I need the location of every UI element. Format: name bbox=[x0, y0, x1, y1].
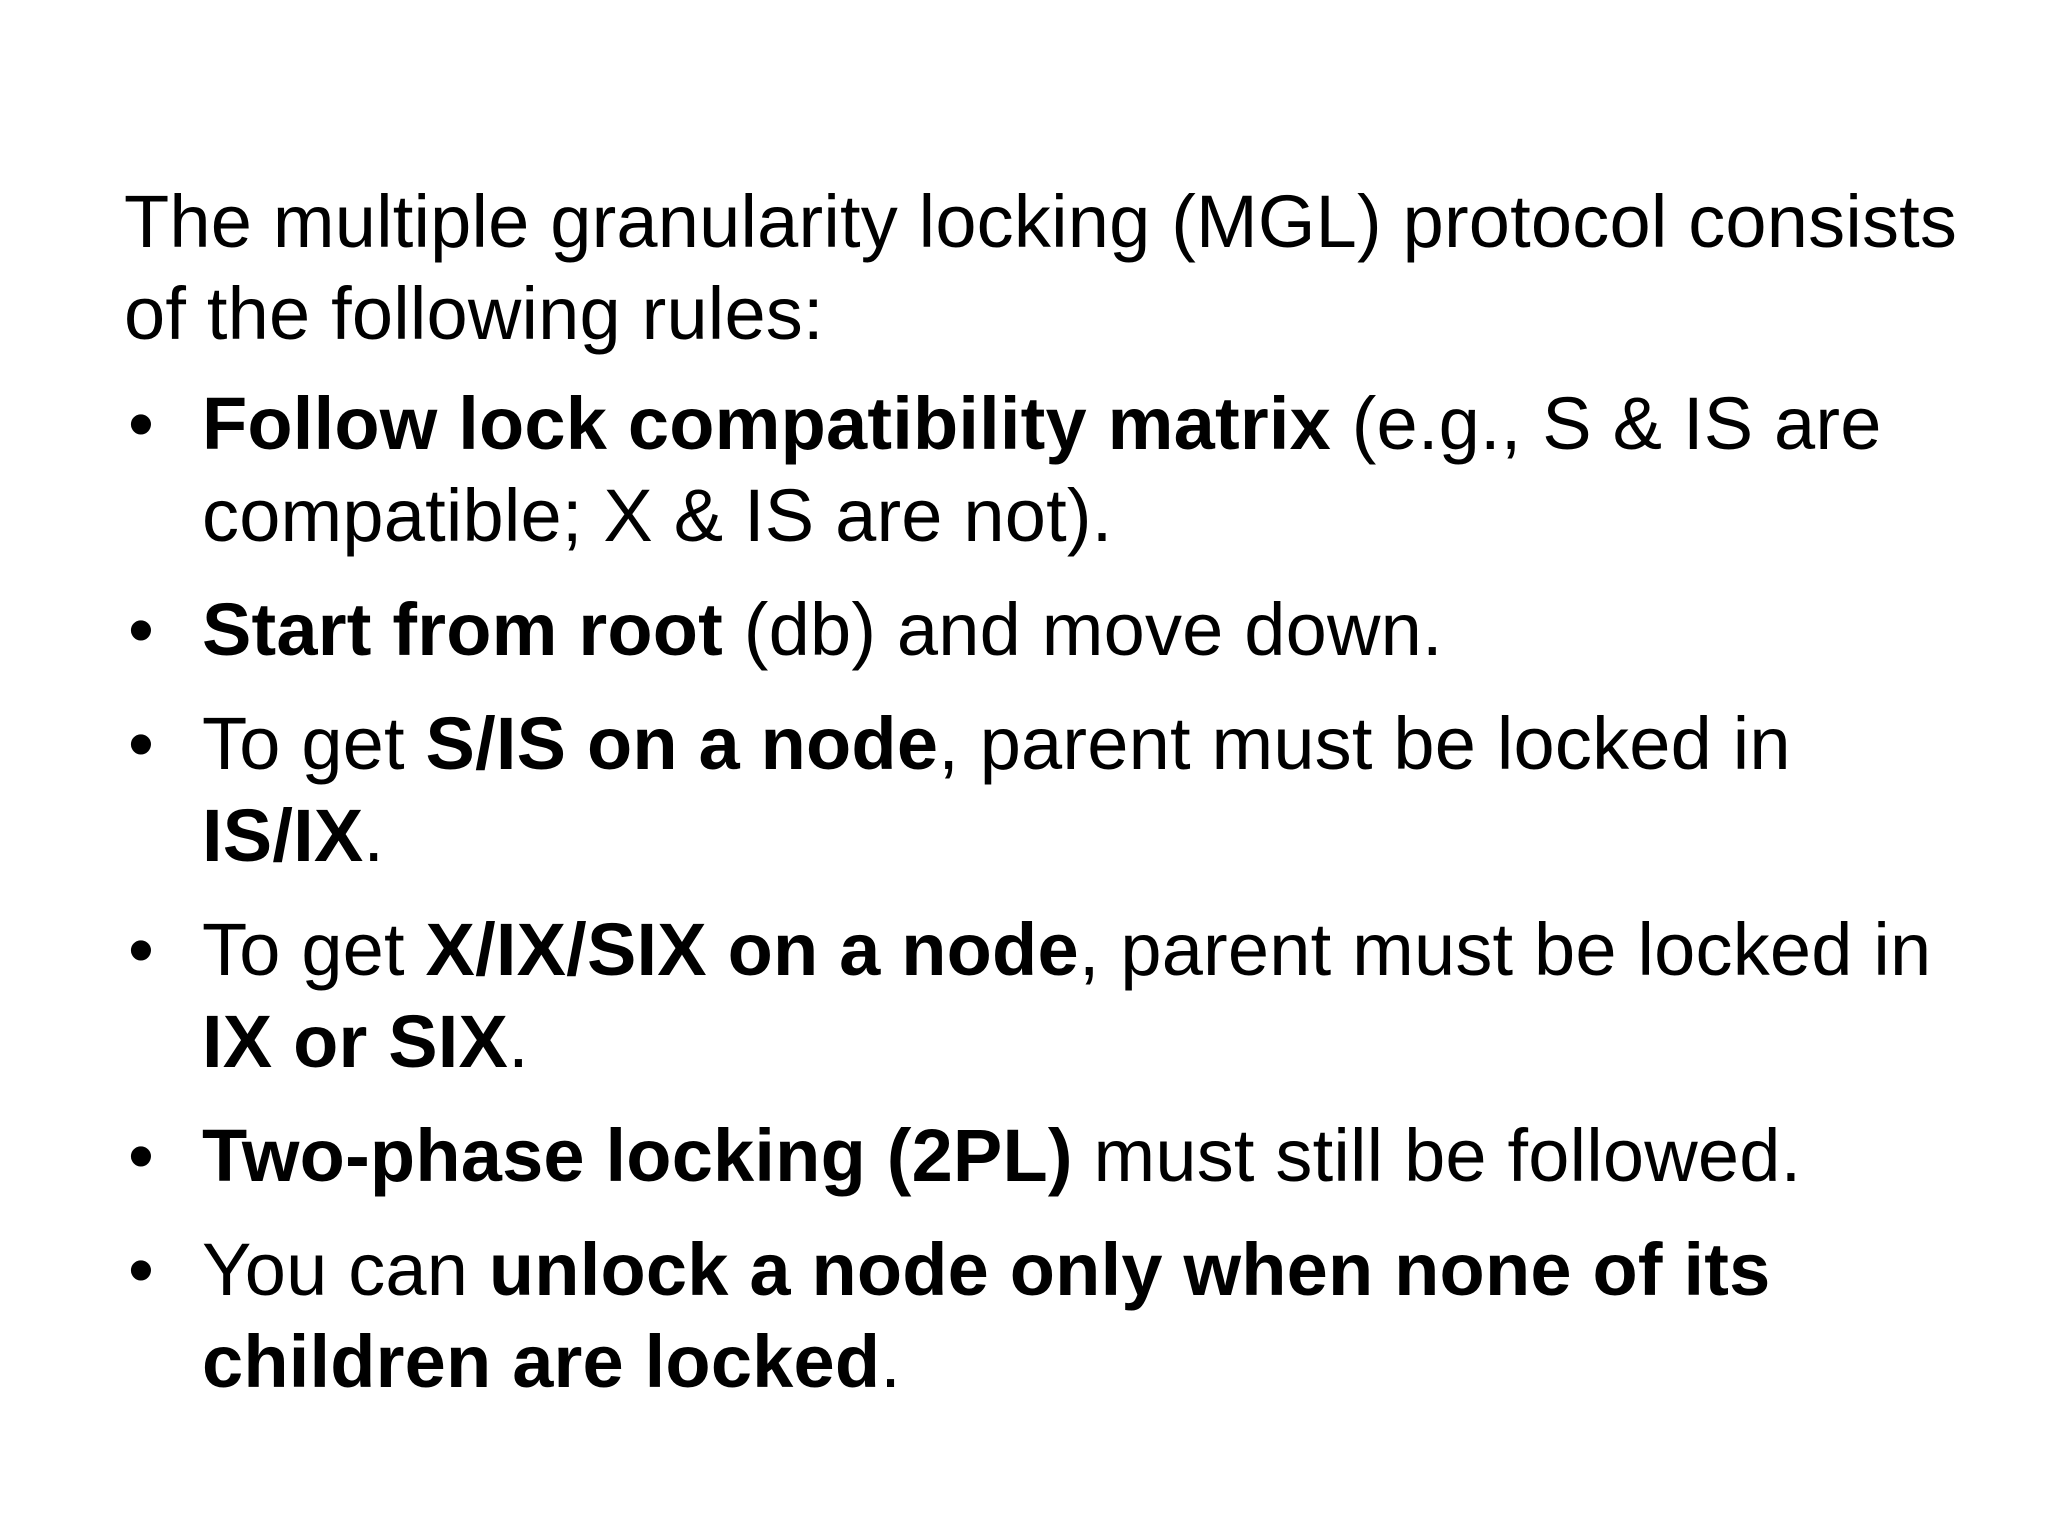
bullet-icon: • bbox=[128, 1114, 155, 1197]
rule-bold-text: Two-phase locking (2PL) bbox=[202, 1114, 1073, 1197]
rule-item-compatibility-matrix bbox=[124, 378, 1964, 562]
rule-text: (e.g., S & IS are compatible; X & IS are not). bbox=[202, 382, 1882, 557]
rule-text: , parent must be locked in bbox=[938, 702, 1791, 785]
rule-bold-text: S/IS on a node bbox=[425, 702, 939, 785]
bullet-icon: • bbox=[128, 382, 155, 465]
rule-text: . bbox=[880, 1320, 902, 1403]
rule-bold-text: Start from root bbox=[202, 588, 723, 671]
rules-list bbox=[124, 378, 1964, 1408]
rule-item-s-is-lock bbox=[124, 698, 1964, 882]
bullet-icon: • bbox=[128, 702, 155, 785]
bullet-icon: • bbox=[128, 1228, 155, 1311]
rule-text: . bbox=[508, 1000, 529, 1083]
slide-content bbox=[124, 176, 1964, 1430]
rule-bold-text: X/IX/SIX on a node bbox=[425, 908, 1079, 991]
rule-text: (db) and move down. bbox=[723, 588, 1443, 671]
rule-bold-text: Follow lock compatibility matrix bbox=[202, 382, 1331, 465]
rule-text: must still be followed. bbox=[1072, 1114, 1802, 1197]
rule-item-unlock-node bbox=[124, 1224, 1964, 1408]
rule-text: , parent must be locked in bbox=[1078, 908, 1932, 991]
bullet-icon: • bbox=[128, 908, 155, 991]
rule-text: . bbox=[363, 794, 385, 877]
rule-text: To get bbox=[202, 908, 426, 991]
rule-item-start-from-root bbox=[124, 584, 1964, 676]
rule-text: You can bbox=[202, 1228, 489, 1311]
rule-text: To get bbox=[202, 702, 426, 785]
rule-bold-text: unlock a node only when none of its children are locked bbox=[202, 1228, 1771, 1403]
intro-text: The multiple granularity locking (MGL) protocol consists of the following rules: bbox=[124, 180, 1958, 355]
rule-item-x-ix-six-lock bbox=[124, 904, 1964, 1088]
rule-item-two-phase-locking bbox=[124, 1110, 1964, 1202]
rule-bold-text: IX or SIX bbox=[202, 1000, 509, 1083]
bullet-icon: • bbox=[128, 588, 155, 671]
rule-bold-text: IS/IX bbox=[202, 794, 364, 877]
